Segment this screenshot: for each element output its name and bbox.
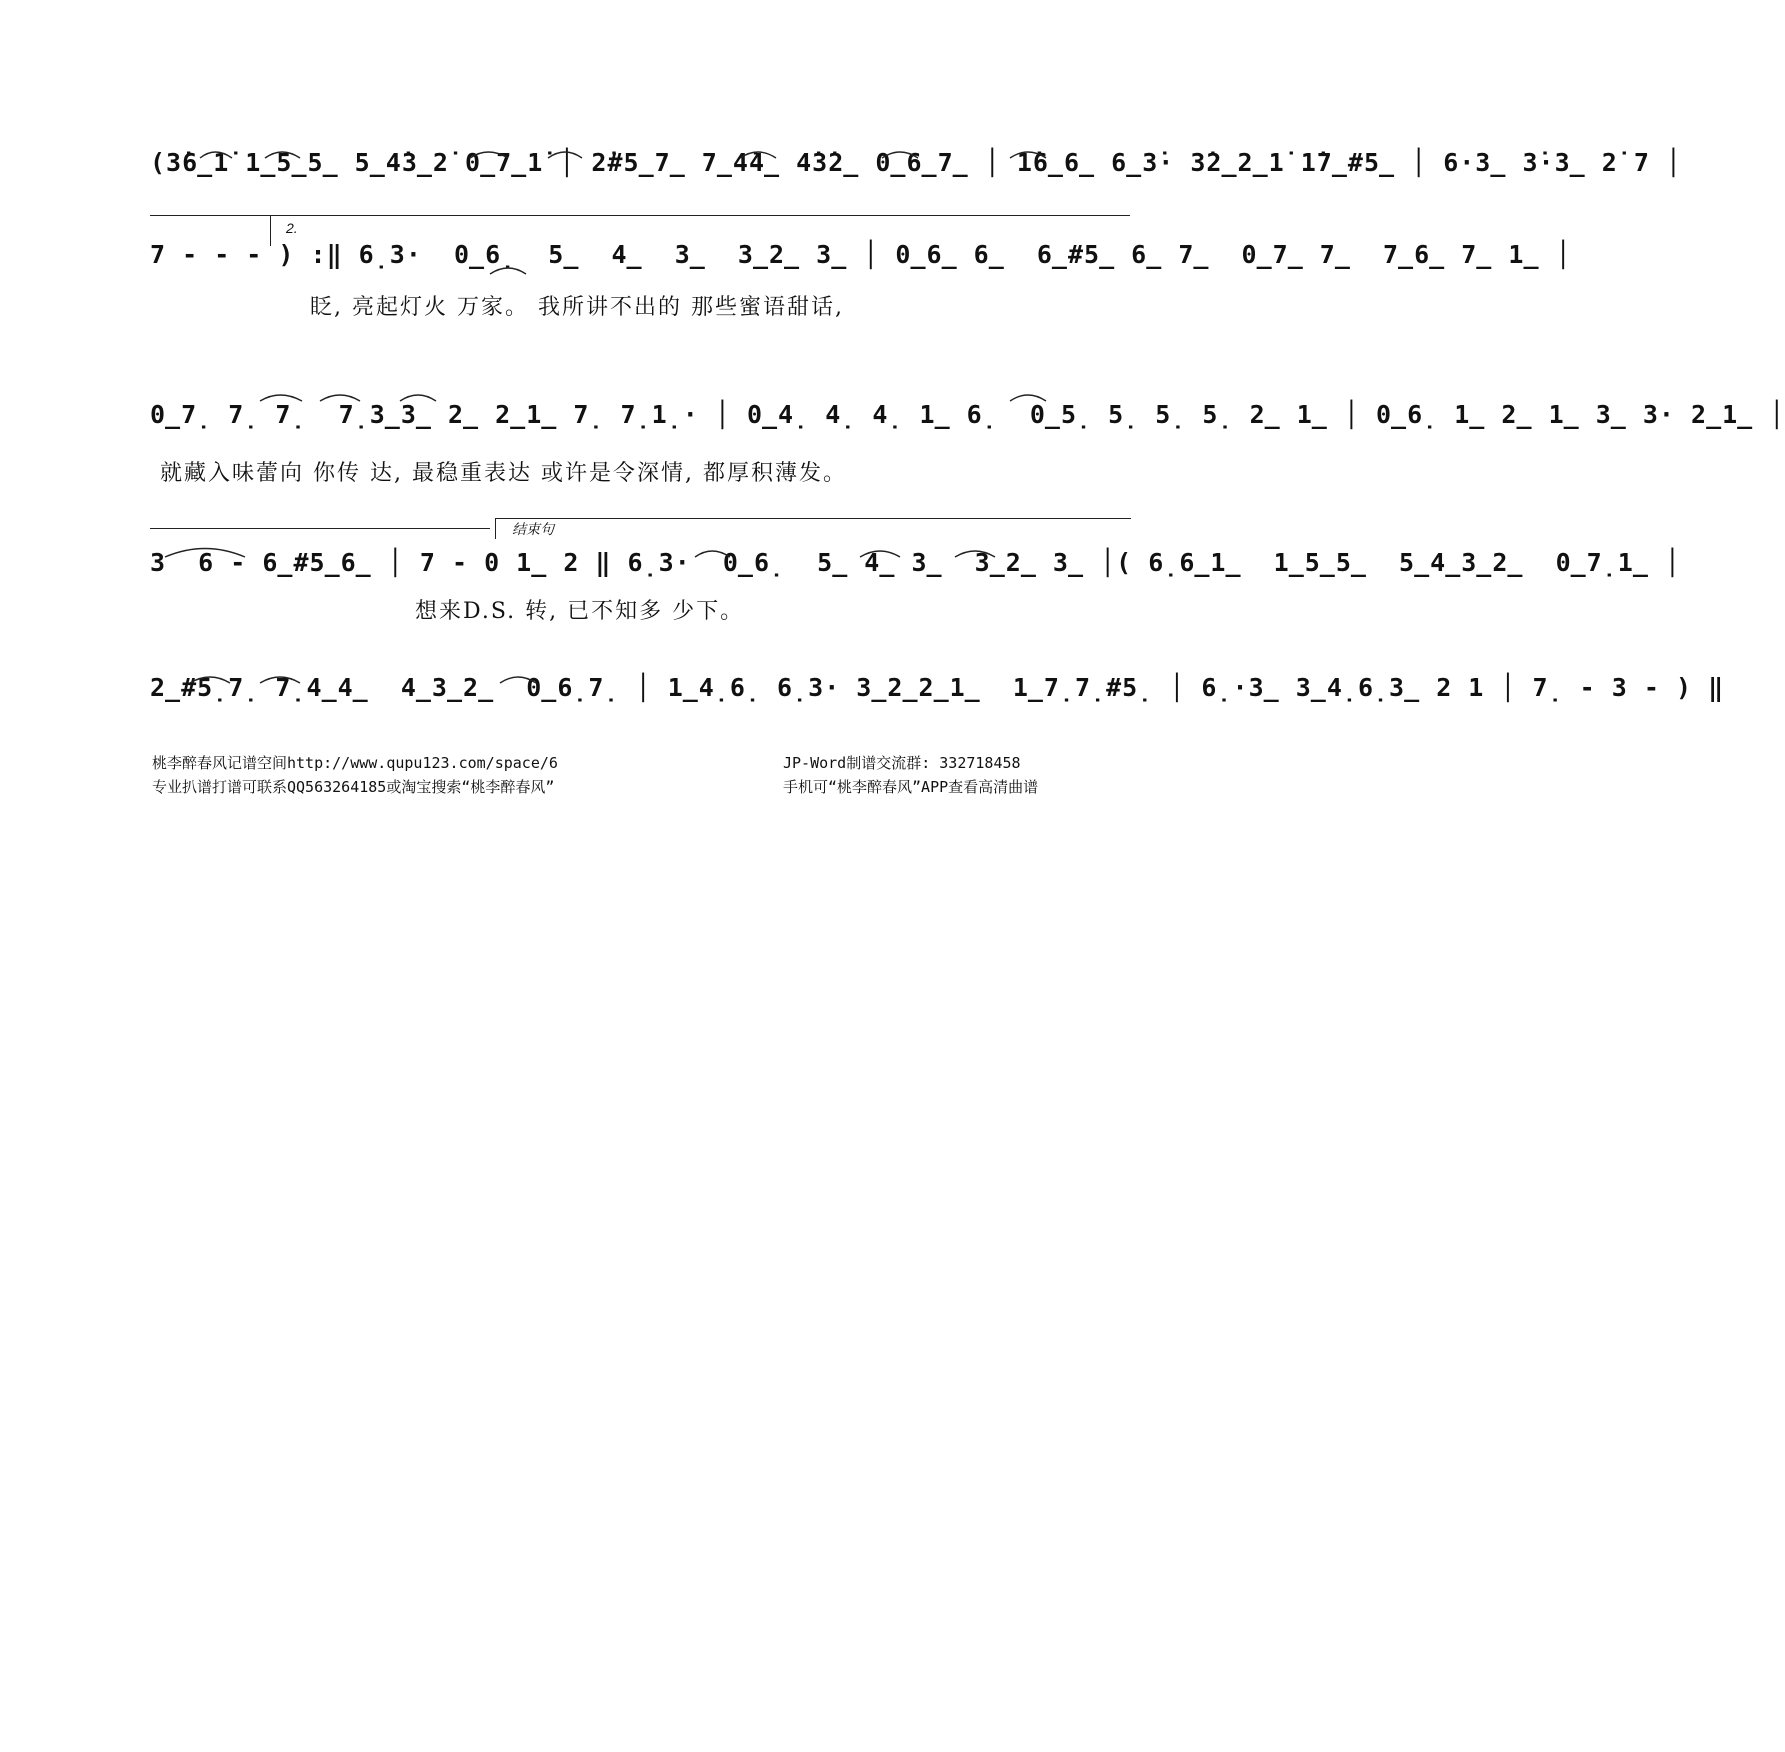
slur [400, 395, 436, 401]
slur [1010, 152, 1046, 158]
footer-group: JP-Word制谱交流群: 332718458 [783, 754, 1021, 772]
notation-line: (3̇6̲1̇ 1̲5̲5̲ 5̲4̇3̲2̇ 0̲7̲1̇ │ 2̇#5̲7̲ 7̲4̇4̲ 4̇3̇2̲ 0̲6̲7̲ │ 1̇6̲6̲ 6̲3̇· 3̇2̲2̲1̇ 1̇7̲#5̲ │ 6·3̲ 3̇·3̲ 2̇ 7 │ [150, 148, 1682, 177]
notation-line: 7 - - - ) :‖ 6̣3· 0̲6̣ 5̲ 4̲ 3̲ 3̲2̲ 3̲ │ 0̲6̲ 6̲ 6̲#5̲ 6̲ 7̲ 0̲7̲ 7̲ 7̲6̲ 7̲ 1̲ │ [150, 240, 1572, 269]
slur [260, 677, 300, 683]
coda-label: 结束句 [512, 521, 554, 537]
notation-line: 0̲7̣ 7̣ 7̣ 7̣3̲3̲ 2̲ 2̲1̲ 7̣ 7̣1̣· │ 0̲4̣ 4̣ 4̣ 1̲ 6̣ 0̲5̣ 5̣ 5̣ 5̣ 2̲ 1̲ │ 0̲6̣ 1̲ 2̲ 1̲ 3̲ 3· 2̲1̲ │ [150, 400, 1785, 429]
slur [200, 152, 232, 158]
footer-source: 桃李醉春风记谱空间http://www.qupu123.com/space/6 [152, 754, 558, 772]
slur-marks [0, 0, 1272, 800]
slur [265, 152, 300, 158]
lyrics-line: 眨, 亮起灯火 万家。 我所讲不出的 那些蜜语甜话, [310, 295, 844, 320]
slur [470, 152, 508, 158]
slur [740, 152, 776, 158]
slur [548, 152, 582, 158]
footer-app: 手机可“桃李醉春风”APP查看高清曲谱 [783, 778, 1039, 796]
notation-line: 2̲#5̣7̣ 7̣4̲4̲ 4̲3̲2̲ 0̲6̣7̣ │ 1̲4̣6̣ 6̣3· 3̲2̲2̲1̲ 1̲7̣7̣#5̣ │ 6̣·3̲ 3̲4̣6̣3̲ 2 1 │ 7̣ - 3 - ) ‖ [150, 673, 1725, 702]
notation-line: 3 6 - 6̲#5̲6̲ │ 7 - 0 1̲ 2 ‖ 6̣3· 0̲6̣ 5̲ 4̲ 3̲ 3̲2̲ 3̲ │( 6̣6̲1̲ 1̲5̲5̲ 5̲4̲3̲2̲ 0̲7̣1̲ │ [150, 548, 1681, 577]
slur [1010, 395, 1046, 401]
volta-label: 2. [286, 220, 298, 236]
slur [695, 551, 730, 557]
slur [490, 268, 526, 274]
slur [500, 677, 536, 683]
slur [882, 152, 918, 158]
slur [165, 549, 245, 558]
slur [955, 551, 995, 557]
slur [860, 551, 900, 557]
lyrics-line: 想来D.S. 转, 已不知多 少下。 [415, 599, 745, 624]
slur [320, 395, 360, 401]
footer-contact: 专业扒谱打谱可联系QQ563264185或淘宝搜索“桃李醉春风” [152, 778, 555, 796]
slur [190, 677, 230, 683]
slur [260, 395, 302, 401]
lyrics-line: 就藏入味蕾向 你传 达, 最稳重表达 或许是令深情, 都厚积薄发。 [160, 461, 847, 486]
